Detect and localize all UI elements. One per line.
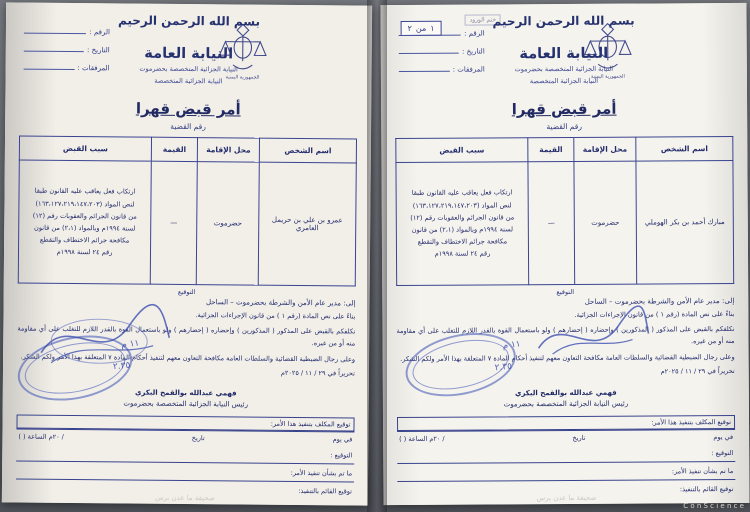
handwritten-note-left-1: ١١ م [120, 338, 140, 351]
header-field-number-line [399, 27, 462, 36]
cell-person-name: مبارك أحمد بن بكر الهوملي [636, 160, 734, 284]
execution-note-label: ما تم بشأن تنفيذ الأمر: [671, 467, 734, 476]
cell-amount: — [528, 161, 575, 284]
legal-basis-paragraph-left: بناءً على نص المادة (رقم ١ ) من قانون الإجراءات الجزائية. [195, 311, 356, 321]
col-person-name: اسم الشخص [636, 136, 733, 161]
case-number-label-right: رقم القضية [546, 121, 583, 132]
issue-date-value-left: ٢٩ / ١١ / ٢٠٢٥م [280, 368, 326, 377]
reason-line-3-left: من قانون الجرائم والعقوبات رقم (١٢) [32, 211, 137, 221]
addressee-line-left: إلى: مدير عام الأمن والشرطة بحضرموت – الساحل [205, 298, 356, 308]
col-amount-left: القيمة [151, 137, 197, 161]
header-field-number-line-left [24, 25, 87, 35]
scan-watermark-left: صحيفة ما عدن برس [154, 493, 215, 503]
executor-signature-label: توقيع القائم بالتنفيذ: [679, 485, 734, 494]
issue-date-value: ٢٩ / ١١ / ٢٠٢٥م [660, 366, 706, 376]
case-number-label-left: رقم القضية [170, 121, 206, 132]
cooperation-paragraph-left: وعلى رجال الضبطية القضائية والسلطات العامة مكافحة التعاون معهم لتنفيذ أحكام المادة ٧ المتعلقة بهذا الأمر ولكم الشكر. [20, 352, 356, 364]
signer-name-left: فهمي عبدالله بوالقمح البكري [134, 388, 237, 398]
scan-watermark-right: صحيفة ما عدن برس [536, 493, 597, 503]
reason-line-3: من قانون الجرائم والعقوبات رقم (١٢) [410, 213, 515, 222]
execution-form-left [16, 415, 355, 500]
document-title-right: أمر قبض قهرا [511, 99, 617, 119]
reason-line-1-left: ارتكاب فعل يعاقب عليه القانون طبقا [34, 187, 136, 196]
legal-basis-paragraph-right: بناءً على نص المادة (رقم ١ ) من قانون الإجراءات الجزائية. [574, 309, 735, 319]
execution-date-label-left[interactable]: تاريخ [191, 434, 205, 443]
execution-day-label-left[interactable]: في يوم [332, 435, 353, 444]
reason-line-6: رقم ٢٤ لسنة ١٩٩٨م [434, 249, 491, 259]
cell-residence-left: حضرموت [196, 162, 259, 286]
issue-date-label: تحريراً في [707, 366, 735, 375]
header-field-date-label: التاريخ : [461, 47, 485, 56]
authority-subtitle-left-1: النيابة الجزائية المتخصصة بحضرموت [139, 64, 238, 74]
order-paragraph-left: نكلفكم بالقبض على المذكور ( المذكورين ) وإحضاره ( إحضارهم ) ولو باستعمال القوة بالقدر اللازم للتغلب على أي مقاومة منه أو من غيره. [17, 324, 356, 348]
basmala-text-left: بسم الله الرحمن الرحيم [117, 13, 261, 29]
execution-note-row-right[interactable] [397, 462, 735, 482]
header-field-date-left [24, 43, 110, 55]
header-field-date-label-left: التاريخ : [86, 46, 110, 55]
handwritten-signature-left [33, 301, 174, 374]
reason-line-2-left: لنص المواد (١٦٣،١٢٧،٢١٩،١٤٧،٢٠٣) [35, 199, 135, 209]
issue-date-label-left: تحريراً في [327, 368, 356, 378]
header-reference-fields-left [24, 25, 110, 80]
header-field-number-label: الرقم : [464, 29, 485, 38]
authority-title: النيابة العامة [519, 45, 609, 63]
table-row [396, 160, 734, 285]
header-reference-fields-right [399, 23, 485, 81]
cell-reason-left [18, 160, 151, 284]
reason-line-1: ارتكاب فعل يعاقب عليه القانون طبقا [411, 188, 513, 198]
col-reason-left: سبب القبض [19, 136, 151, 161]
cell-amount-left: — [150, 161, 197, 284]
header-field-date [399, 44, 485, 56]
execution-note-label-left: ما تم بشأن تنفيذ الأمر: [290, 469, 353, 478]
signer-title-left: رئيس النيابة الجزائية المتخصصة بحضرموت [123, 399, 249, 409]
authority-title-left: النيابة العامة [144, 45, 234, 63]
header-field-attachments-left [24, 61, 110, 73]
signer-title-right: رئيس النيابة الجزائية المتخصصة بحضرموت [503, 399, 629, 409]
header-field-number-left [24, 25, 110, 37]
col-residence: محل الإقامة [574, 137, 636, 161]
header-field-number [399, 23, 485, 38]
signature-caption-left: التوقيع [177, 287, 196, 297]
execution-time-label-left[interactable]: / ٢٠م الساعة ( ) [18, 432, 64, 442]
execution-form-title-right: توقيع المكلف بتنفيذ هذا الأمر: [651, 418, 732, 427]
cooperation-paragraph-right: وعلى رجال الضبطية القضائية والسلطات العامة مكافحة التعاون معهم لتنفيذ أحكام المادة ٧ المتعلقة بهذا الأمر ولكم الشكر. [400, 352, 735, 363]
header-field-attachments-line [399, 63, 450, 72]
header-field-date-line-left [24, 43, 84, 53]
page-badge-total: ٢ [407, 23, 412, 33]
header-field-number-label-left: الرقم : [89, 28, 110, 37]
arrest-details-table-right [395, 136, 734, 286]
reason-line-5-left: مكافحة جرائم الاختطاف والتقطع [39, 235, 130, 245]
handwritten-note-right-1: ١١ م [502, 339, 522, 352]
col-reason: سبب القبض [396, 138, 528, 163]
header-field-date-line [399, 45, 459, 54]
header-field-attachments-label: المرفقات : [452, 65, 485, 74]
handwritten-note-left-2: ٢.٣٥ [112, 360, 131, 373]
arrest-details-table-left [18, 136, 357, 287]
document-title-left: أمر قبض قهرا [135, 99, 241, 119]
execution-day-label[interactable]: في يوم [713, 433, 734, 442]
scan-credit: C o n S c i e n c e [683, 502, 744, 510]
page-badge-of: من [415, 23, 427, 33]
executor-signature-label-left: توقيع القائم بالتنفيذ: [298, 487, 352, 496]
reason-line-5: مكافحة جرائم الاختطاف والتقطع [417, 237, 508, 247]
reason-line-4-left: لسنة ١٩٩٤م وبالمواد (٢،١) من قانون [34, 223, 136, 233]
signer-name-right: فهمي عبدالله بوالقمح البكري [514, 388, 617, 398]
book-spine-shadow [367, 0, 387, 512]
reason-line-4: لسنة ١٩٩٤م وبالمواد (٢،١) من قانون [411, 225, 514, 234]
handwritten-signature-right [532, 303, 652, 364]
table-header-row [19, 136, 356, 163]
authority-subtitle-left-2: النيابة الجزائية المتخصصة [154, 77, 223, 86]
order-paragraph-right: نكلفكم بالقبض على المذكور ( المذكورين ) وإحضاره ( إحضارهم ) ولو باستعمال القوة بالقدر اللازم للتغلب على أي مقاومة منه أو من غيره. [396, 325, 735, 346]
header-field-attachments [399, 62, 485, 74]
table-row [18, 160, 356, 286]
execution-time-label[interactable]: / ٢٠م الساعة ( ) [399, 434, 445, 444]
execution-signature-label: التوقيع : [711, 449, 734, 458]
national-emblem-icon-left [214, 18, 273, 81]
cell-residence: حضرموت [574, 161, 637, 284]
execution-date-label[interactable]: تاريخ [572, 434, 586, 443]
execution-form-right [397, 415, 735, 499]
svg-text:الجمهورية اليمنية: الجمهورية اليمنية [590, 74, 625, 80]
handwritten-note-right-2: ٢.٣٥ [494, 361, 513, 374]
reason-line-6-left: رقم ٢٤ لسنة ١٩٩٨م [56, 248, 113, 257]
header-field-attachments-label-left: المرفقات : [77, 64, 110, 73]
col-amount: القيمة [528, 137, 574, 161]
header-field-attachments-line-left [24, 61, 75, 70]
page-badge-number: ١ [430, 23, 435, 33]
col-person-name-left: اسم الشخص [259, 138, 356, 163]
corner-receipt-stamp: ختم الورود [465, 14, 502, 25]
addressee-line-right: إلى: مدير عام الأمن والشرطة بحضرموت – الساحل [584, 296, 735, 306]
svg-text:الجمهورية اليمنية: الجمهورية اليمنية [225, 75, 260, 81]
execution-form-title-left: توقيع المكلف بتنفيذ هذا الأمر: [270, 419, 351, 429]
cell-person-name-left: عمرو بن علي بن حريمل العامري [258, 162, 356, 286]
execution-signature-row-right[interactable] [397, 444, 735, 464]
page-header-right [395, 11, 734, 99]
national-emblem-icon [579, 18, 637, 80]
execution-signature-label-left: التوقيع : [330, 451, 353, 460]
authority-subtitle-1: النيابة الجزائية المتخصصة بحضرموت [514, 64, 614, 74]
signature-caption-right: التوقيع [556, 287, 575, 297]
table-header-row [396, 136, 733, 162]
col-residence-left: محل الإقامة [197, 138, 259, 163]
document-page-left[interactable] [2, 2, 372, 505]
cell-reason [396, 162, 529, 286]
reason-line-2: لنص المواد (١٦٣،١٢٧،٢١٩،١٤٧،٢٠٣) [412, 200, 512, 210]
basmala-text: بسم الله الرحمن الرحيم [492, 13, 635, 29]
document-page-right[interactable] [380, 3, 749, 505]
page-header-left [19, 11, 358, 100]
authority-subtitle-2: النيابة الجزائية المتخصصة [529, 77, 599, 86]
